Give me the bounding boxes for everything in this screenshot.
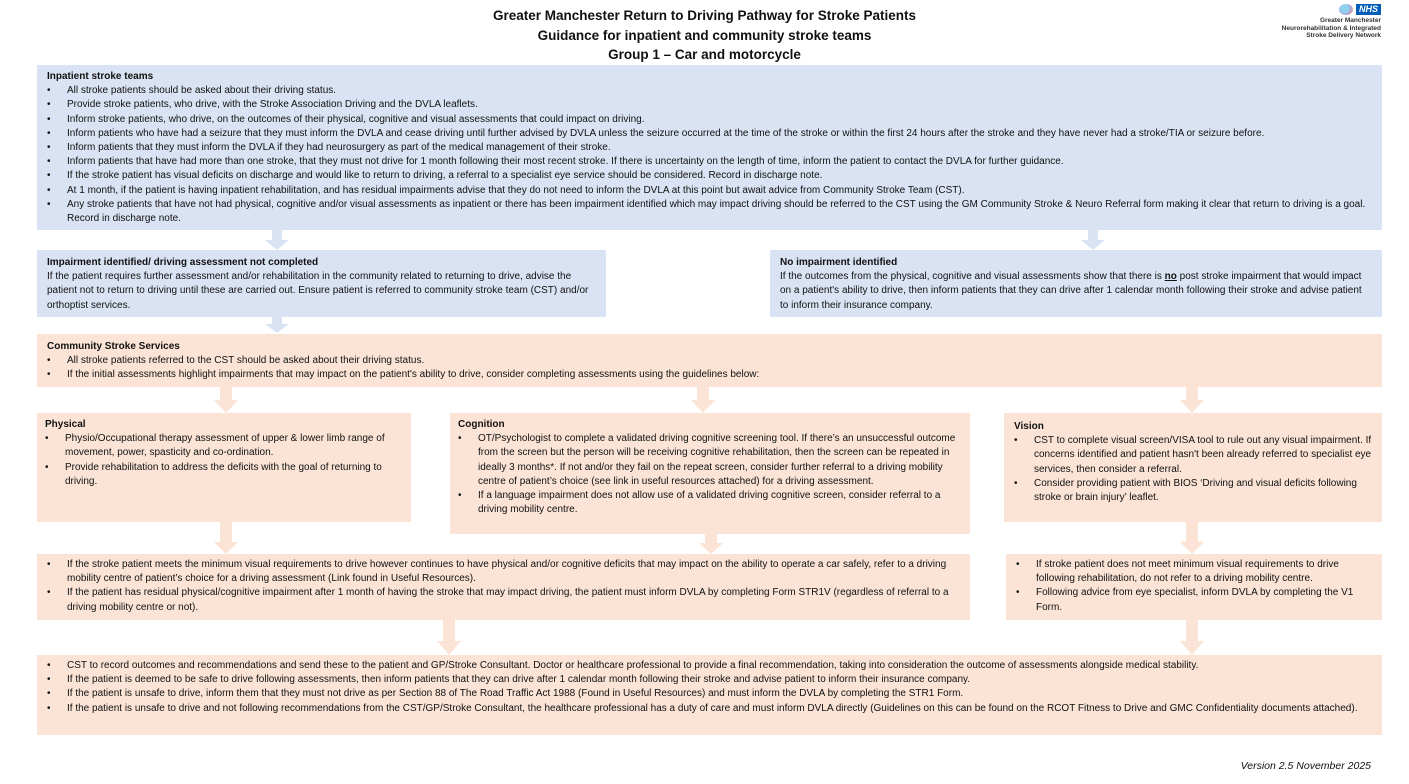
list-item: • Inform stroke patients, who drive, on the outcomes of their physical, cognitive and visual assessments that could impact on driving. <box>47 113 1372 127</box>
arrow-down-icon <box>214 522 238 554</box>
logo-line-3: Stroke Delivery Network <box>1306 32 1381 39</box>
list-item: • At 1 month, if the patient is having inpatient rehabilitation, and has residual impairments advise that they do not need to inform the DVLA at this point but await advice from Community Stroke Team (CST). <box>47 184 1372 198</box>
no-impairment-box <box>770 250 1382 317</box>
physical-box <box>37 413 411 522</box>
nhs-logo-icon: NHS <box>1356 4 1381 15</box>
list-item: • If the stroke patient meets the minimum visual requirements to drive however continues to have physical and/or cognitive deficits that may impact on the ability to operate a car safely, refer to a driving mobility centre of patient’s choice for a driving assessment (Link found in Useful Resources). <box>47 558 960 586</box>
cognition-box <box>450 413 970 534</box>
list-item: • If the initial assessments highlight impairments that may impact on the patient's ability to drive, consider completing assessments using the guidelines below: <box>47 368 1372 382</box>
vision-heading: Vision <box>1014 421 1044 432</box>
inpatient-stroke-teams-box <box>37 65 1382 230</box>
cognition-list <box>458 432 962 517</box>
list-item: • Inform patients who have had a seizure that they must inform the DVLA and cease driving until further advised by DVLA unless the seizure occurred at the time of the stroke or within the first 24 hours after the stroke and they have never had a stroke/TIA or seizure before. <box>47 127 1372 141</box>
arrow-down-icon <box>1180 522 1204 554</box>
no-impairment-body <box>780 270 1372 313</box>
list-item: • Provide rehabilitation to address the deficits with the goal of returning to driving. <box>45 461 403 489</box>
list-item: • If the patient is unsafe to drive, inform them that they must not drive as per Section 88 of The Road Traffic Act 1988 (Found in Useful Resources) and must inform the DVLA by completing the STR1 Form. <box>47 687 1372 701</box>
logo-line-1: Greater Manchester <box>1319 17 1381 24</box>
list-item: • Any stroke patients that have not had physical, cognitive and/or visual assessments as inpatient or there has been impairment identified which may impact driving should be referred to the CST using the GM Community Stroke & Neuro Referral form making it clear that return to driving is a goal. Record in discharge note. <box>47 198 1372 226</box>
list-item: • If the stroke patient has visual deficits on discharge and would like to return to driving, a referral to a specialist eye service should be considered. Record in discharge note. <box>47 169 1372 183</box>
body-text: post stroke impairment that would impact on a patient's ability to drive, then inform patients that they can drive after 1 calendar month following their stroke and advise patient to inform their insurance company. <box>780 271 1362 311</box>
title-line-3: Group 1 – Car and motorcycle <box>608 47 801 62</box>
arrow-down-icon <box>699 534 723 554</box>
arrow-down-icon <box>1180 620 1204 655</box>
title-line-1: Greater Manchester Return to Driving Pathway for Stroke Patients <box>492 8 917 23</box>
arrow-down-icon <box>691 387 715 413</box>
brain-icon <box>1339 4 1353 15</box>
list-item: • Inform patients that have had more than one stroke, that they must not drive for 1 month following their most recent stroke. If there is uncertainty on the length of time, inform the patient to contact the DVLA for further guidance. <box>47 155 1372 169</box>
list-item: • CST to record outcomes and recommendations and send these to the patient and GP/Stroke Consultant. Doctor or healthcare professional to provide a final recommendation, taking into consideration the outcome of assessments alongside medical stability. <box>47 659 1372 673</box>
body-text: If the outcomes from the physical, cognitive and visual assessments show that there is <box>780 271 1165 283</box>
impairment-identified-box <box>37 250 606 317</box>
community-list <box>47 354 1372 382</box>
list-item: • Physio/Occupational therapy assessment of upper & lower limb range of movement, power, spasticity and co-ordination. <box>45 432 403 460</box>
list-item: • If the patient has residual physical/cognitive impairment after 1 month of having the stroke that may impact driving, the patient must inform DVLA by completing Form STR1V (regardless of referral to a driving mobility centre or not). <box>47 586 960 614</box>
emphasis-text: no <box>1164 271 1177 283</box>
physical-list <box>45 432 403 489</box>
list-item: • Following advice from eye specialist, inform DVLA by completing the V1 Form. <box>1016 586 1372 614</box>
list-item: • All stroke patients should be asked about their driving status. <box>47 84 1372 98</box>
inpatient-heading: Inpatient stroke teams <box>47 71 154 82</box>
impairment-body: If the patient requires further assessment and/or rehabilitation in the community related to returning to drive, advise the patient not to return to driving until these are carried out. Ensure patient is referred to community stroke team (CST) and/or orthoptist services. <box>47 271 589 311</box>
vision-list <box>1014 434 1372 505</box>
final-list <box>47 659 1372 716</box>
list-item: • If stroke patient does not meet minimum visual requirements to drive following rehabilitation, do not refer to a driving mobility centre. <box>1016 558 1372 586</box>
cognition-heading: Cognition <box>458 419 505 430</box>
list-item: • OT/Psychologist to complete a validated driving cognitive screening tool. If there’s an unsuccessful outcome from the screen but the person will be receiving cognitive rehabilitation, then the screen can be repeated in ideally 3 months*. If not and/or they fail on the repeat screen, consider further referral to a driving mobility centre of patient’s choice (see link in useful resources attached) for a driving assessment. <box>458 432 962 489</box>
vision-outcome-list <box>1016 558 1372 615</box>
inpatient-list <box>47 84 1372 226</box>
arrow-down-icon <box>437 620 461 655</box>
list-item: • If a language impairment does not allow use of a validated driving cognitive screen, consider referral to a driving mobility centre. <box>458 489 962 517</box>
list-item: • Inform patients that they must inform the DVLA if they had neurosurgery as part of the medical management of their stroke. <box>47 141 1372 155</box>
no-impairment-heading: No impairment identified <box>780 257 898 268</box>
title-line-2: Guidance for inpatient and community stroke teams <box>537 27 872 43</box>
arrow-down-icon <box>214 387 238 413</box>
vision-box <box>1004 413 1382 522</box>
vision-outcome-box <box>1006 554 1382 620</box>
list-item: • CST to complete visual screen/VISA tool to rule out any visual impairment. If concerns identified and patient hasn't been already referred to specialist eye services, then consider a referral. <box>1014 434 1372 477</box>
list-item: • Consider providing patient with BIOS ‘Driving and visual deficits following stroke or brain injury’ leaflet. <box>1014 477 1372 505</box>
physcog-outcome-list <box>47 558 960 615</box>
arrow-down-icon <box>1081 230 1105 250</box>
network-logo <box>1231 4 1381 40</box>
list-item: • Provide stroke patients, who drive, with the Stroke Association Driving and the DVLA leaflets. <box>47 98 1372 112</box>
final-recommendation-box <box>37 655 1382 735</box>
physical-heading: Physical <box>45 419 86 430</box>
logo-line-2: Neurorehabilitation & Integrated <box>1281 24 1381 32</box>
arrow-down-icon <box>1180 387 1204 413</box>
list-item: • If the patient is unsafe to drive and not following recommendations from the CST/GP/Stroke Consultant, the healthcare professional has a duty of care and must inform DVLA directly (Guidelines on this can be found on the RCOT Fitness to Drive and GMC Confidentiality documents attached). <box>47 702 1372 716</box>
arrow-down-icon <box>265 230 289 250</box>
page-title <box>0 6 1409 65</box>
list-item: • If the patient is deemed to be safe to drive following assessments, then inform patients that they can drive after 1 calendar month following their stroke and advise patient to inform their insurance company. <box>47 673 1372 687</box>
community-stroke-services-box <box>37 334 1382 387</box>
physical-cognitive-outcome-box <box>37 554 970 620</box>
arrow-down-icon <box>265 317 289 333</box>
list-item: • All stroke patients referred to the CST should be asked about their driving status. <box>47 354 1372 368</box>
community-heading: Community Stroke Services <box>47 341 180 352</box>
impairment-heading: Impairment identified/ driving assessment not completed <box>47 257 319 268</box>
version-label: Version 2.5 November 2025 <box>1240 760 1371 772</box>
